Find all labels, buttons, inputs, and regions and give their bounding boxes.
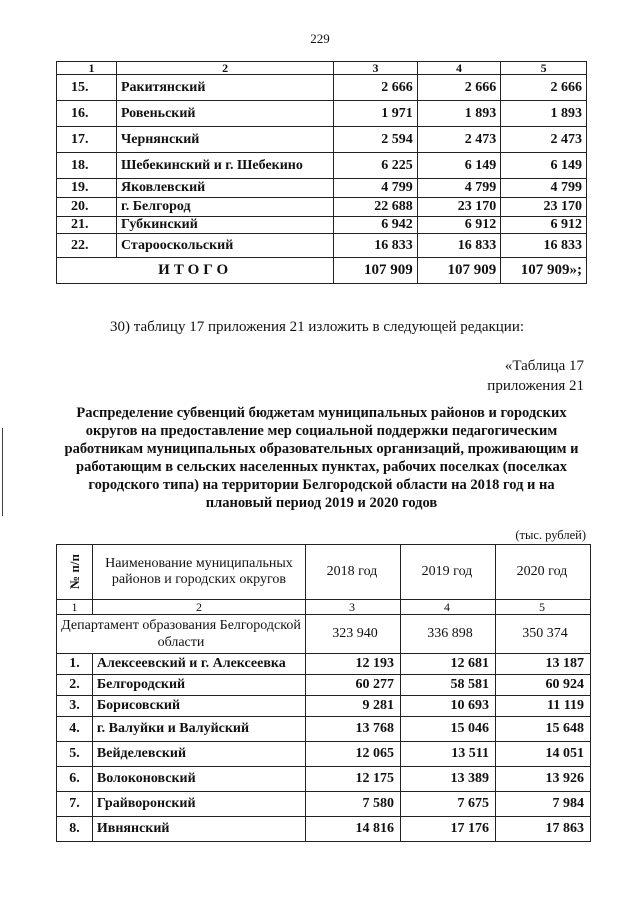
value-cell: 14 051 <box>495 742 590 767</box>
value-cell: 2 473 <box>501 127 587 153</box>
value-cell: 1 893 <box>501 101 587 127</box>
header-cell: 2 <box>116 62 333 75</box>
value-cell: 13 187 <box>495 654 590 675</box>
value-cell: 13 389 <box>400 767 495 792</box>
district-name: Губкинский <box>116 217 333 234</box>
value-cell: 2 473 <box>417 127 500 153</box>
value-cell: 11 119 <box>495 696 590 717</box>
department-name: Департамент образования Белгородской области <box>57 615 306 654</box>
row-number: 15. <box>57 75 117 101</box>
value-cell: 4 799 <box>417 179 500 198</box>
table-row <box>57 717 591 742</box>
value-cell: 16 833 <box>334 234 417 258</box>
header-year-cell: 2018 год <box>305 545 400 600</box>
header-cell: 4 <box>417 62 500 75</box>
value-cell: 7 580 <box>305 792 400 817</box>
total-label: ИТОГО <box>57 258 334 284</box>
row-number: 19. <box>57 179 117 198</box>
row-number: 22. <box>57 234 117 258</box>
district-name: Шебекинский и г. Шебекино <box>116 153 333 179</box>
value-cell: 1 971 <box>334 101 417 127</box>
value-cell: 6 149 <box>501 153 587 179</box>
value-cell: 4 799 <box>334 179 417 198</box>
column-index: 4 <box>400 600 495 615</box>
column-index: 1 <box>57 600 93 615</box>
row-number: 1. <box>57 654 93 675</box>
department-row <box>57 615 591 654</box>
row-number: 8. <box>57 817 93 842</box>
header-cell: 3 <box>334 62 417 75</box>
table-title: Распределение субвенций бюджетам муниципальных районов и городских округов на предоставление мер социальной поддержки педагогическим работникам муниципальных образовательных организаций, проживающим и работающим в сельских населенных пунктах, рабочих поселках (поселках городского типа) на территории Белгородской области на 2018 год и на плановый период 2019 и 2020 годов <box>64 405 579 511</box>
table-row <box>57 217 587 234</box>
table-row <box>57 654 591 675</box>
table-row <box>57 792 591 817</box>
table-row <box>57 127 587 153</box>
value-cell: 15 046 <box>400 717 495 742</box>
table-row <box>57 234 587 258</box>
value-cell: 350 374 <box>495 615 590 654</box>
district-name: Старооскольский <box>116 234 333 258</box>
value-cell: 23 170 <box>501 198 587 217</box>
table-reference <box>487 356 584 396</box>
value-cell: 60 924 <box>495 675 590 696</box>
column-index: 2 <box>92 600 305 615</box>
value-cell: 16 833 <box>417 234 500 258</box>
district-name: Белгородский <box>92 675 305 696</box>
header-cell: 5 <box>501 62 587 75</box>
district-name: Алексеевский и г. Алексеевка <box>92 654 305 675</box>
value-cell: 13 768 <box>305 717 400 742</box>
value-cell: 13 926 <box>495 767 590 792</box>
value-cell: 2 666 <box>334 75 417 101</box>
column-index: 3 <box>305 600 400 615</box>
header-year-cell: 2019 год <box>400 545 495 600</box>
row-number: 7. <box>57 792 93 817</box>
table-row <box>57 817 591 842</box>
district-name: Ровеньский <box>116 101 333 127</box>
value-cell: 12 193 <box>305 654 400 675</box>
value-cell: 6 149 <box>417 153 500 179</box>
row-number: 18. <box>57 153 117 179</box>
table-row <box>57 742 591 767</box>
table-row <box>57 767 591 792</box>
district-name: Яковлевский <box>116 179 333 198</box>
page-number: 229 <box>310 31 330 46</box>
value-cell: 13 511 <box>400 742 495 767</box>
value-cell: 17 176 <box>400 817 495 842</box>
value-cell: 58 581 <box>400 675 495 696</box>
value-cell: 12 175 <box>305 767 400 792</box>
table-row <box>57 179 587 198</box>
district-name: Вейделевский <box>92 742 305 767</box>
value-cell: 14 816 <box>305 817 400 842</box>
header-number-cell <box>57 545 93 600</box>
total-value: 107 909 <box>417 258 500 284</box>
header-cell: 1 <box>57 62 117 75</box>
row-number: 21. <box>57 217 117 234</box>
value-cell: 23 170 <box>417 198 500 217</box>
table-row <box>57 101 587 127</box>
district-name: Грайворонский <box>92 792 305 817</box>
total-row <box>57 258 587 284</box>
row-number: 2. <box>57 675 93 696</box>
value-cell: 6 942 <box>334 217 417 234</box>
unit-label: (тыс. рублей) <box>515 528 586 542</box>
value-cell: 12 065 <box>305 742 400 767</box>
value-cell: 16 833 <box>501 234 587 258</box>
table-header-row <box>57 62 587 75</box>
row-number: 5. <box>57 742 93 767</box>
total-value: 107 909»; <box>501 258 587 284</box>
value-cell: 15 648 <box>495 717 590 742</box>
header-name-cell: Наименование муниципальных районов и городских округов <box>92 545 305 600</box>
district-name: Ивнянский <box>92 817 305 842</box>
table-row <box>57 198 587 217</box>
value-cell: 336 898 <box>400 615 495 654</box>
table-row <box>57 675 591 696</box>
table-row <box>57 75 587 101</box>
value-cell: 22 688 <box>334 198 417 217</box>
value-cell: 1 893 <box>417 101 500 127</box>
district-name: Борисовский <box>92 696 305 717</box>
subvention-table <box>56 544 591 842</box>
continuation-table <box>56 61 587 284</box>
table-reference-line: приложения 21 <box>487 378 584 394</box>
table-row <box>57 696 591 717</box>
district-name: Волоконовский <box>92 767 305 792</box>
table-reference-line: «Таблица 17 <box>504 358 584 374</box>
table-row <box>57 153 587 179</box>
district-name: г. Валуйки и Валуйский <box>92 717 305 742</box>
row-number: 4. <box>57 717 93 742</box>
row-number: 3. <box>57 696 93 717</box>
row-number: 16. <box>57 101 117 127</box>
value-cell: 12 681 <box>400 654 495 675</box>
value-cell: 6 912 <box>417 217 500 234</box>
value-cell: 6 912 <box>501 217 587 234</box>
value-cell: 9 281 <box>305 696 400 717</box>
district-name: Ракитянский <box>116 75 333 101</box>
value-cell: 10 693 <box>400 696 495 717</box>
column-index-row <box>57 600 591 615</box>
scan-margin-line <box>2 428 3 516</box>
value-cell: 60 277 <box>305 675 400 696</box>
value-cell: 7 675 <box>400 792 495 817</box>
value-cell: 2 594 <box>334 127 417 153</box>
row-number: 17. <box>57 127 117 153</box>
value-cell: 7 984 <box>495 792 590 817</box>
value-cell: 2 666 <box>501 75 587 101</box>
total-value: 107 909 <box>334 258 417 284</box>
value-cell: 2 666 <box>417 75 500 101</box>
column-index: 5 <box>495 600 590 615</box>
value-cell: 6 225 <box>334 153 417 179</box>
value-cell: 323 940 <box>305 615 400 654</box>
header-number-label: № п/п <box>66 553 82 589</box>
row-number: 20. <box>57 198 117 217</box>
amendment-paragraph: 30) таблицу 17 приложения 21 изложить в следующей редакции: <box>110 319 525 335</box>
district-name: Чернянский <box>116 127 333 153</box>
header-year-cell: 2020 год <box>495 545 590 600</box>
table-header-row <box>57 545 591 600</box>
row-number: 6. <box>57 767 93 792</box>
district-name: г. Белгород <box>116 198 333 217</box>
value-cell: 4 799 <box>501 179 587 198</box>
value-cell: 17 863 <box>495 817 590 842</box>
